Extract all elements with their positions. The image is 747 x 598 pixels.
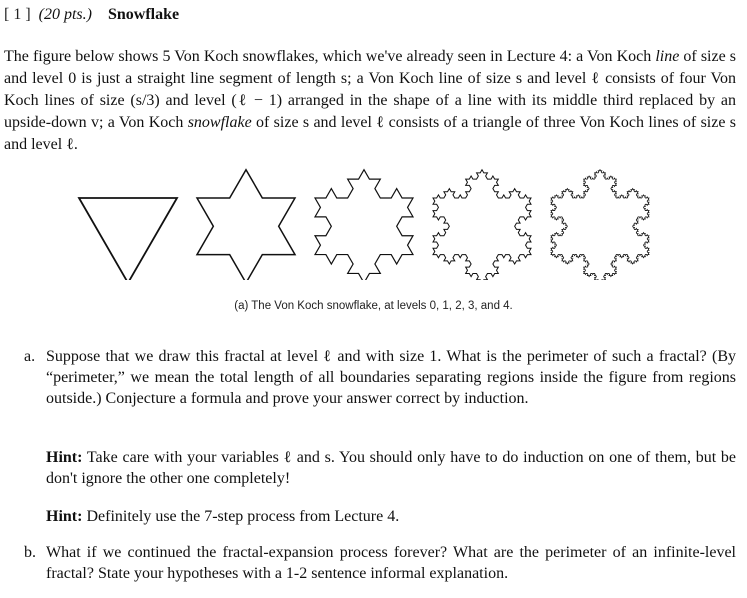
problem-points: (20 pts.) xyxy=(38,6,92,23)
part-a-text: Suppose that we draw this fractal at level ℓ and with size 1. What is the perimeter of such a fractal? (By “perimeter,” we mean the total length of all boundaries separating regions inside the figure from regions outside.) Conjecture a formula and prove your answer correct by induction. xyxy=(46,348,736,407)
intro-text-1: The figure below shows 5 Von Koch snowflakes, which we've already seen in Lecture 4: a Von Koch xyxy=(4,48,656,65)
part-a xyxy=(24,346,736,409)
problem-heading xyxy=(4,4,179,26)
intro-snowflake-word: snowflake xyxy=(187,114,252,131)
hint-1-text: Take care with your variables ℓ and s. You should only have to do induction on one of them, but be don't ignore the other one completely! xyxy=(46,449,736,487)
hint-2-label: Hint: xyxy=(46,508,83,525)
koch-snowflake-level-4 xyxy=(551,170,649,280)
figure-caption: (a) The Von Koch snowflake, at levels 0, 1, 2, 3, and 4. xyxy=(234,300,513,312)
problem-number: [ 1 ] xyxy=(4,6,31,23)
hint-1-label: Hint: xyxy=(46,449,83,466)
intro-line-word: line xyxy=(655,48,680,65)
part-b-label: b. xyxy=(24,544,36,561)
koch-snowflake-figure xyxy=(70,168,670,280)
koch-snowflake-level-3 xyxy=(433,170,531,280)
intro-text-2: of size s and level 0 is just a straight line segment of length s; a Von Koch line of size s and level ℓ consists of four Von Koch lines of size (s/3) and level (ℓ − 1) arranged in the shape of a line with its middle third replaced by an upside-down v; a Von Koch xyxy=(4,48,736,131)
problem-title: Snowflake xyxy=(107,6,180,23)
part-a-hint-1 xyxy=(46,447,736,489)
koch-snowflake-level-0 xyxy=(79,198,177,280)
koch-snowflake-level-1 xyxy=(197,170,295,280)
part-a-label: a. xyxy=(24,348,36,365)
intro-paragraph xyxy=(4,46,736,156)
hint-2-text: Definitely use the 7-step process from Lecture 4. xyxy=(82,508,400,525)
part-a-hint-2 xyxy=(46,506,736,527)
koch-snowflake-level-2 xyxy=(315,170,413,280)
part-b-text: What if we continued the fractal-expansion process forever? What are the perimeter of an infinite-level fractal? State your hypotheses with a 1-2 sentence informal explanation. xyxy=(46,544,736,582)
part-b xyxy=(24,542,736,584)
intro-text-3: of size s and level ℓ consists of a triangle of three Von Koch lines of size s and level ℓ. xyxy=(4,114,736,153)
